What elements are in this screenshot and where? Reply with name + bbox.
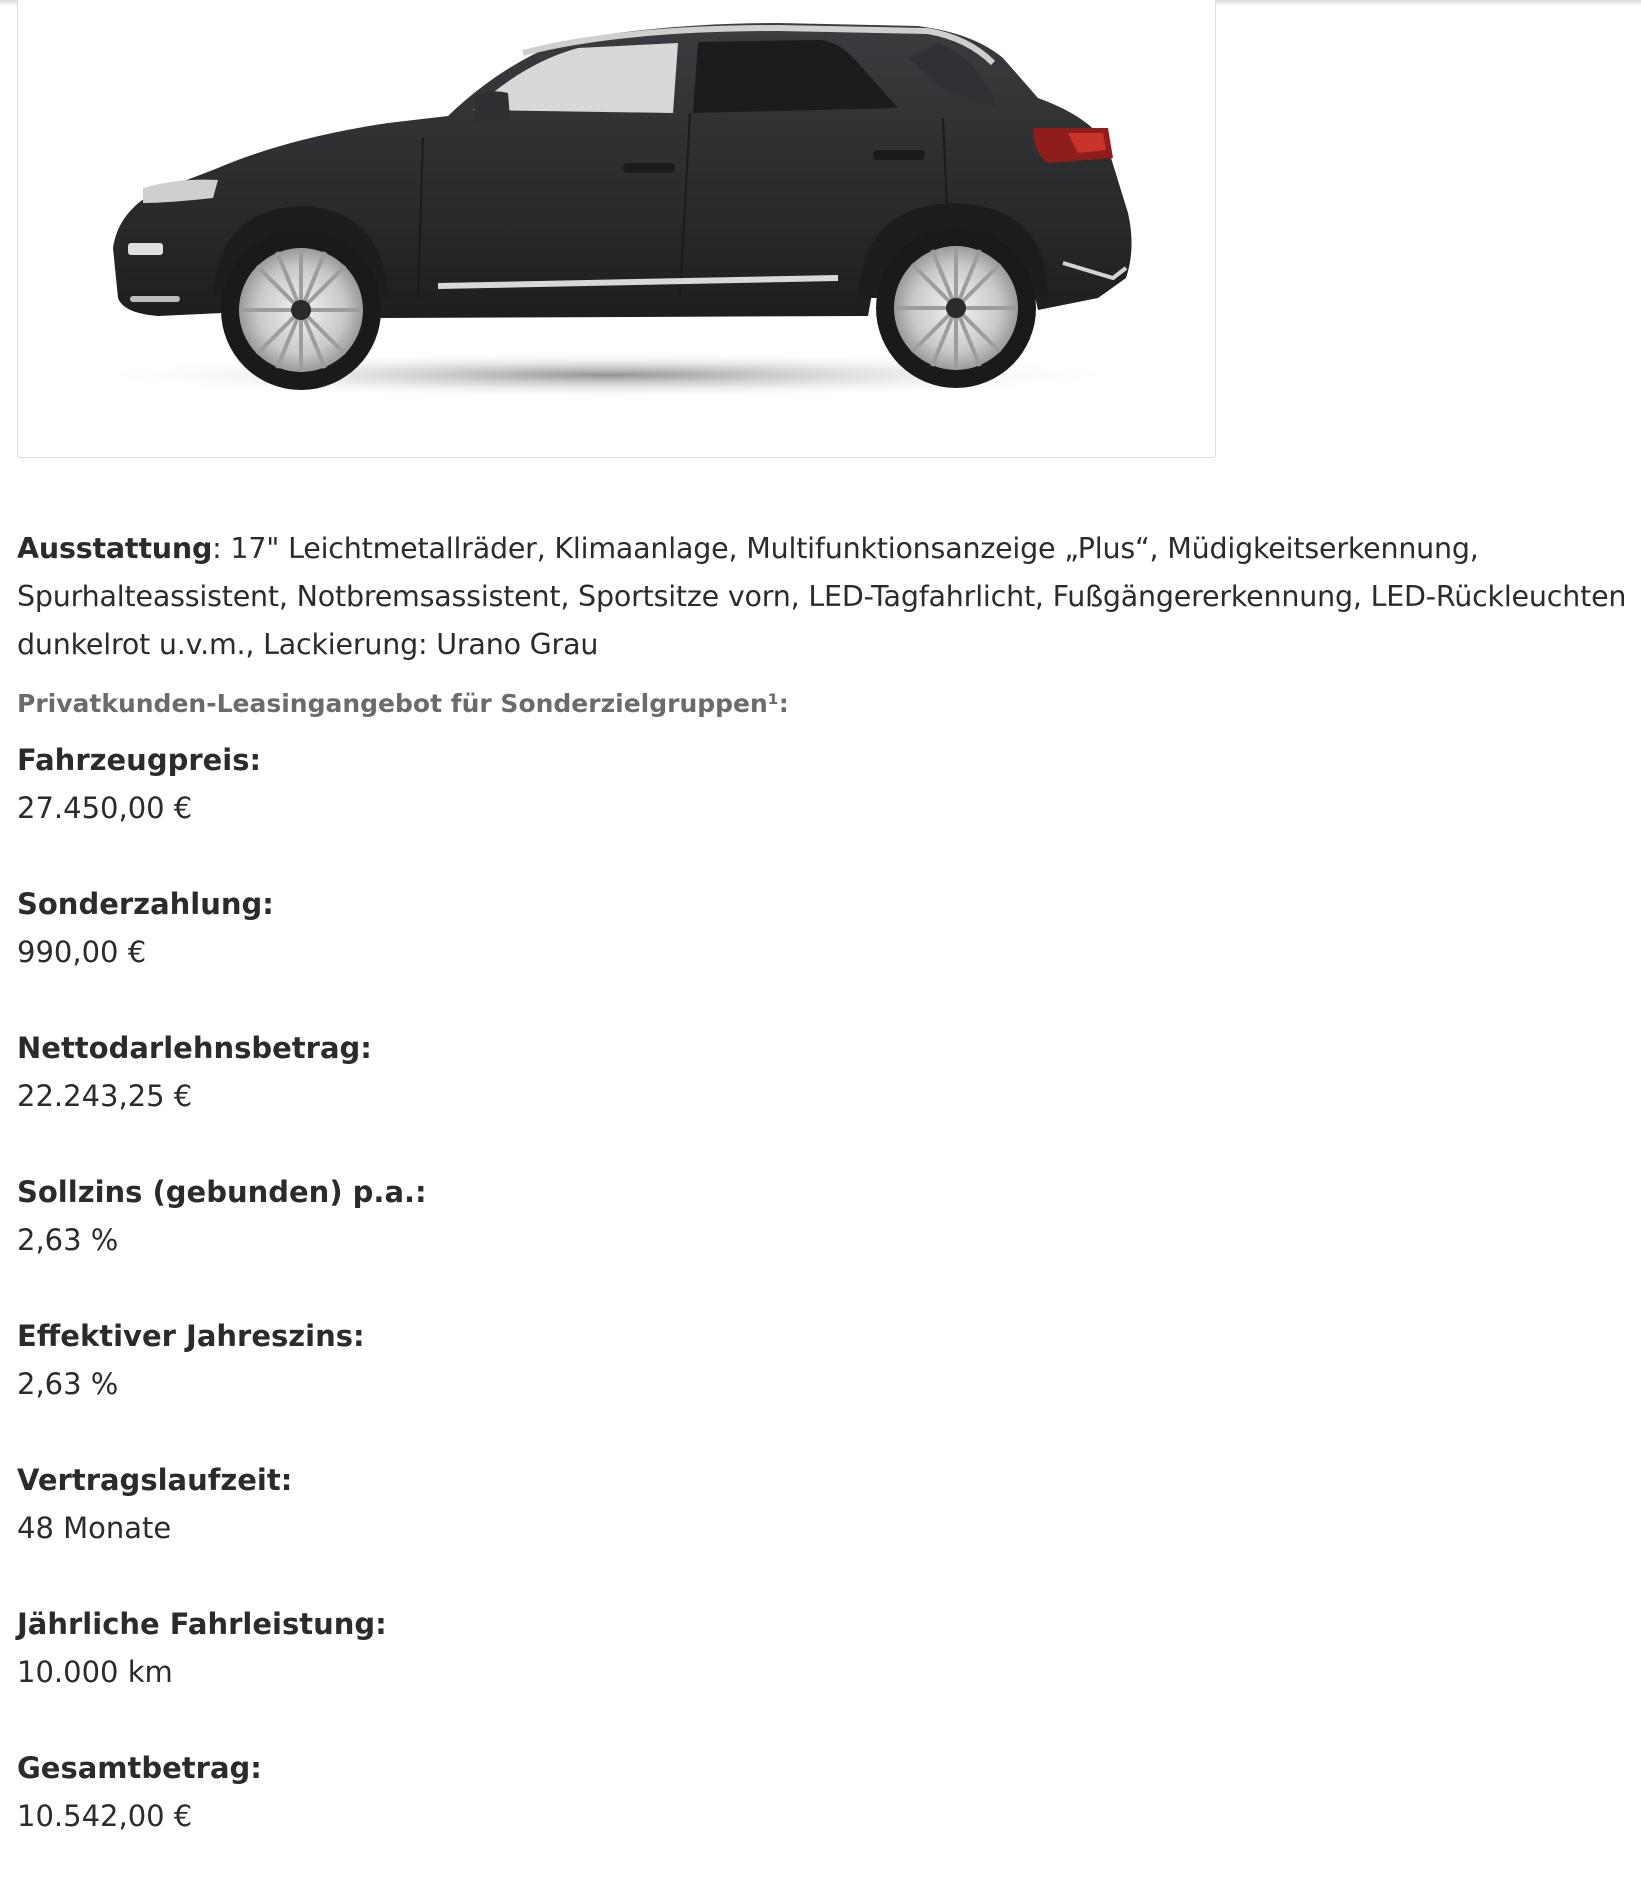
offer-row-debit-interest: [17, 1168, 1637, 1312]
offer-details: [17, 736, 1637, 1888]
offer-value: 990,00 €: [17, 935, 147, 969]
offer-value: 2,63 %: [17, 1223, 119, 1257]
offer-value: 48 Monate: [17, 1511, 172, 1545]
offer-label: Nettodarlehnsbetrag:: [17, 1031, 372, 1065]
offer-row-down-payment: [17, 880, 1637, 1024]
offer-row-effective-rate: [17, 1312, 1637, 1456]
offer-value: 10.000 km: [17, 1655, 173, 1689]
vehicle-image: [18, 0, 1216, 458]
equipment-description: : 17" Leichtmetallräder, Klimaanlage, Multifunktionsanzeige „Plus“, Müdigkeitserkennung, Spurhalteassistent, Notbremsassistent, Sportsitze vorn, LED-Tagfahrlicht, Fußgängererkennung, LED-Rückleuchten dunkelrot u.v.m., Lackierung: Urano Grau: [17, 532, 1627, 661]
equipment-text: [17, 525, 1637, 669]
offer-row-vehicle-price: [17, 736, 1637, 880]
offer-row-contract-term: [17, 1456, 1637, 1600]
offer-row-net-loan: [17, 1024, 1637, 1168]
offer-row-total-amount: [17, 1744, 1637, 1888]
offer-label: Jährliche Fahrleistung:: [17, 1607, 387, 1641]
offer-label: Effektiver Jahreszins:: [17, 1319, 365, 1353]
offer-value: 27.450,00 €: [17, 791, 193, 825]
offer-content: [17, 525, 1637, 1888]
offer-row-annual-mileage: [17, 1600, 1637, 1744]
vehicle-image-card: [17, 0, 1216, 458]
offer-label: Vertragslaufzeit:: [17, 1463, 293, 1497]
offer-value: 2,63 %: [17, 1367, 119, 1401]
offer-label: Sollzins (gebunden) p.a.:: [17, 1175, 427, 1209]
offer-title: Privatkunden-Leasingangebot für Sonderzielgruppen¹:: [17, 689, 789, 718]
offer-label: Gesamtbetrag:: [17, 1751, 262, 1785]
offer-value: 22.243,25 €: [17, 1079, 193, 1113]
equipment-label: Ausstattung: [17, 532, 213, 565]
offer-label: Sonderzahlung:: [17, 887, 274, 921]
offer-value: 10.542,00 €: [17, 1799, 193, 1833]
offer-label: Fahrzeugpreis:: [17, 743, 262, 777]
